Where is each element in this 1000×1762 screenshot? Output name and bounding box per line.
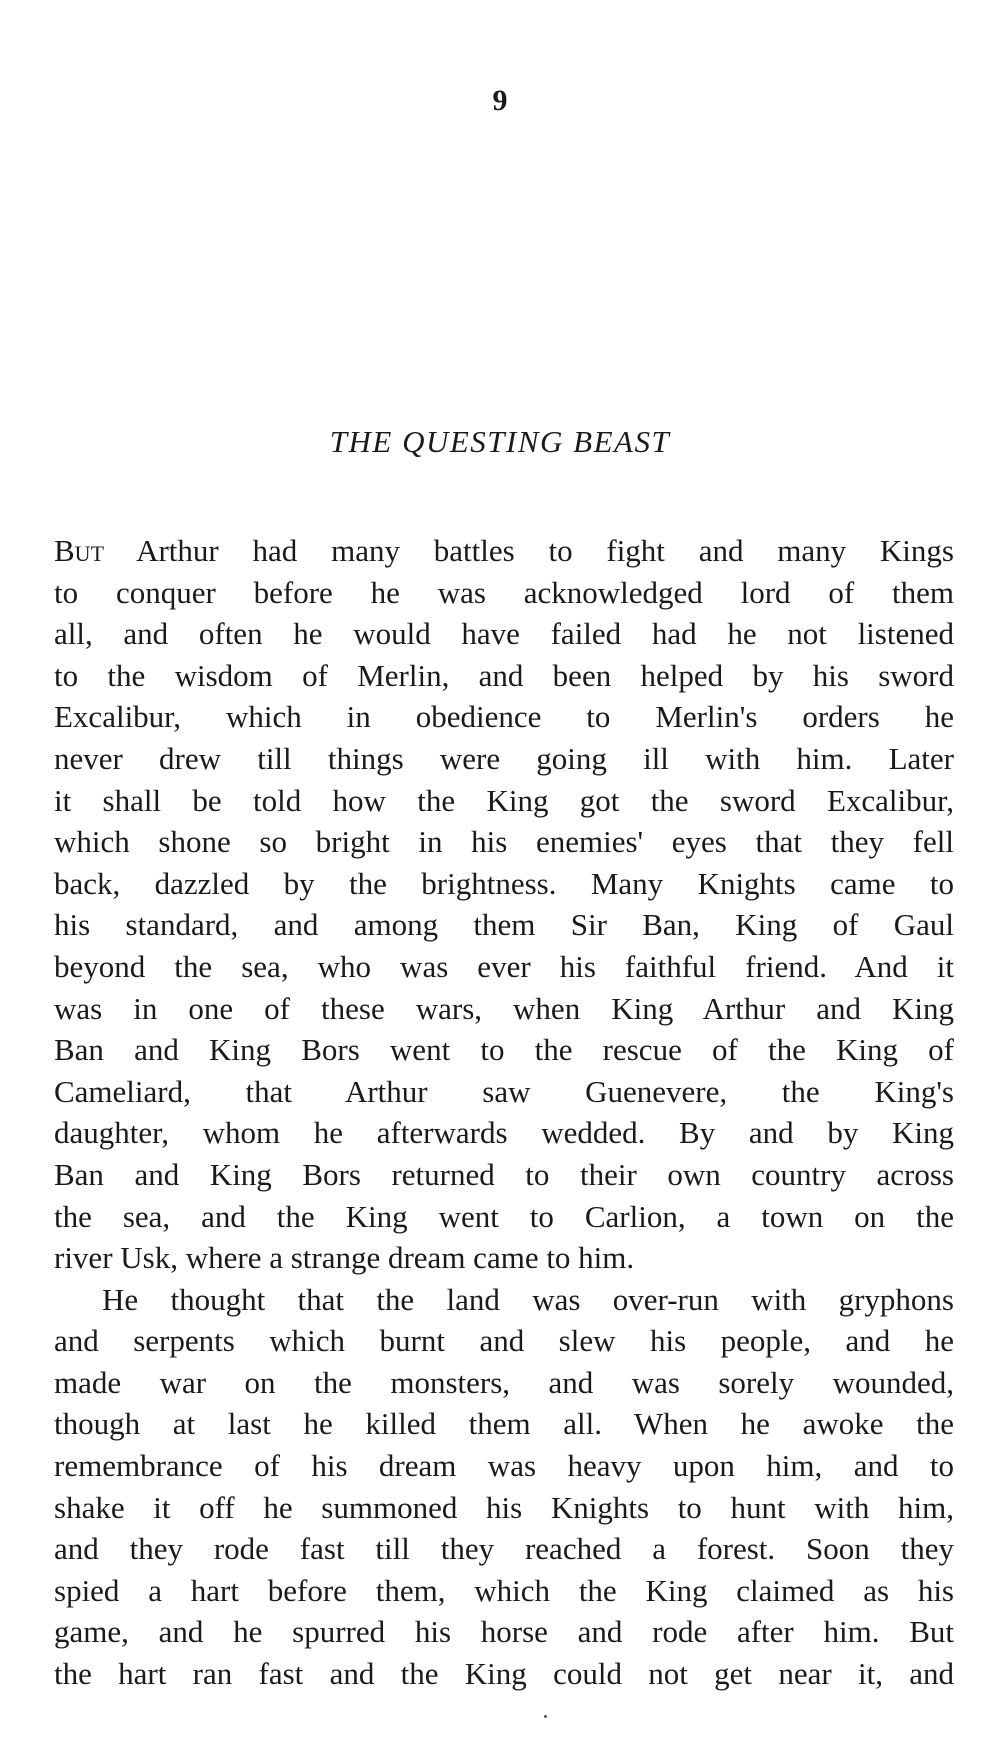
text-line: Ban and King Bors returned to their own country across <box>54 1156 954 1192</box>
text-line: never drew till things were going ill with him. Later <box>54 740 954 776</box>
text-line: and they rode fast till they reached a forest. Soon they <box>54 1531 954 1567</box>
text-line: all, and often he would have failed had he not listened <box>54 616 954 652</box>
text-line: made war on the monsters, and was sorely wounded, <box>54 1364 954 1400</box>
text-line: was in one of these wars, when King Arthur and King <box>54 990 954 1026</box>
text-line: river Usk, where a strange dream came to him. <box>54 1240 635 1276</box>
text-line: his standard, and among them Sir Ban, King of Gaul <box>54 907 954 943</box>
text-line: beyond the sea, who was ever his faithful friend. And it <box>54 948 954 984</box>
text-line: daughter, whom he afterwards wedded. By and by King <box>54 1115 954 1151</box>
paragraph-2 <box>54 1279 954 1695</box>
text-line <box>54 530 954 572</box>
text-line: spied a hart before them, which the King claimed as his <box>54 1572 954 1608</box>
text-line: back, dazzled by the brightness. Many Knights came to <box>54 865 954 901</box>
text-line: to conquer before he was acknowledged lord of them <box>54 574 954 610</box>
text-line: the sea, and the King went to Carlion, a town on the <box>54 1198 954 1234</box>
print-speck <box>544 1715 547 1718</box>
text-line: though at last he killed them all. When he awoke the <box>54 1406 954 1442</box>
text-line: remembrance of his dream was heavy upon him, and to <box>54 1448 954 1484</box>
paragraph-1 <box>54 530 954 1279</box>
text-line: it shall be told how the King got the sword Excalibur, <box>54 782 954 818</box>
text-line: shake it off he summoned his Knights to hunt with him, <box>54 1489 954 1525</box>
text-line: Excalibur, which in obedience to Merlin's orders he <box>54 699 954 735</box>
chapter-title: THE QUESTING BEAST <box>329 424 671 459</box>
opening-word: But <box>54 533 105 568</box>
page-number: 9 <box>492 84 508 117</box>
body-text <box>54 530 954 1695</box>
text-line: Cameliard, that Arthur saw Guenevere, the King's <box>54 1073 954 1109</box>
text-line: which shone so bright in his enemies' eyes that they fell <box>54 824 954 860</box>
text-line: He thought that the land was over-run with gryphons <box>102 1281 954 1317</box>
text-line-rest: Arthur had many battles to fight and many Kings <box>104 533 954 568</box>
text-line: game, and he spurred his horse and rode after him. But <box>54 1614 954 1650</box>
text-line: and serpents which burnt and slew his people, and he <box>54 1323 954 1359</box>
text-line: to the wisdom of Merlin, and been helped by his sword <box>54 657 954 693</box>
text-line: the hart ran fast and the King could not get near it, and <box>54 1656 954 1692</box>
text-line: Ban and King Bors went to the rescue of the King of <box>54 1032 954 1068</box>
